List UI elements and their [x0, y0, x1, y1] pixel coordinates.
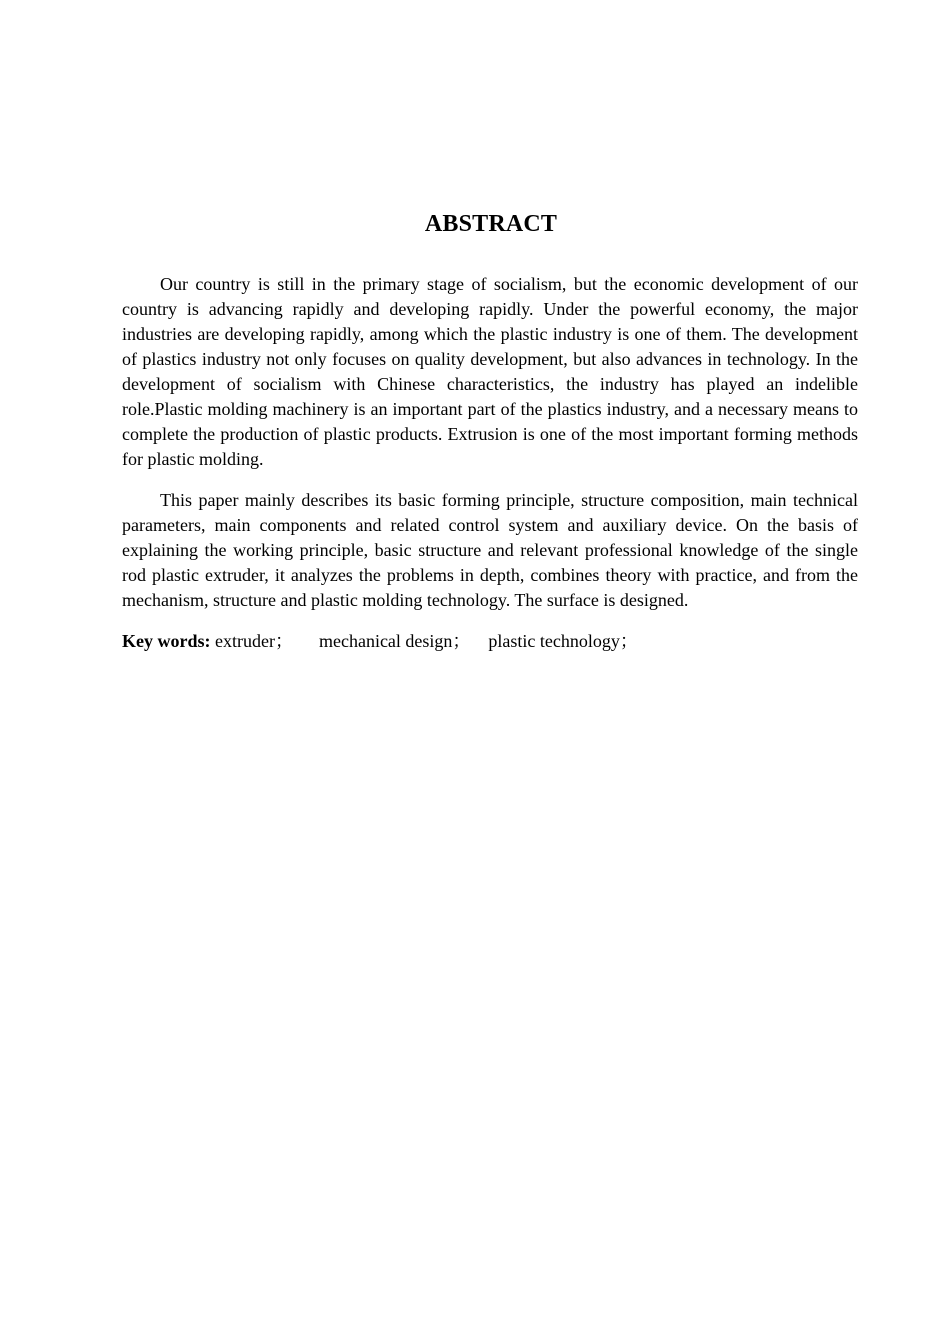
keyword-item: extruder； — [215, 631, 293, 651]
keywords-label: Key words: — [122, 631, 211, 651]
abstract-section — [122, 208, 858, 654]
keyword-item: mechanical design； — [318, 631, 471, 651]
abstract-paragraph-2: This paper mainly describes its basic forming principle, structure composition, main technical parameters, main components and related control system and auxiliary device. On the basis of explaining the working principle, basic structure and relevant professional knowledge of the single rod plastic extruder, it analyzes the problems in depth, combines theory with practice, and from the mechanism, structure and plastic molding technology. The surface is designed. — [122, 490, 858, 610]
abstract-paragraph-1: Our country is still in the primary stage of socialism, but the economic development of our country is advancing rapidly and developing rapidly. Under the powerful economy, the major industries are developing rapidly, among which the plastic industry is one of them. The development of plastics industry not only focuses on quality development, but also advances in technology. In the development of socialism with Chinese characteristics, the industry has played an indelible role.Plastic molding machinery is an important part of the plastics industry, and a necessary means to complete the production of plastic products. Extrusion is one of the most important forming methods for plastic molding. — [122, 274, 858, 469]
abstract-title: ABSTRACT — [424, 211, 558, 237]
keywords-line — [122, 629, 858, 654]
keyword-item: plastic technology； — [488, 631, 638, 651]
